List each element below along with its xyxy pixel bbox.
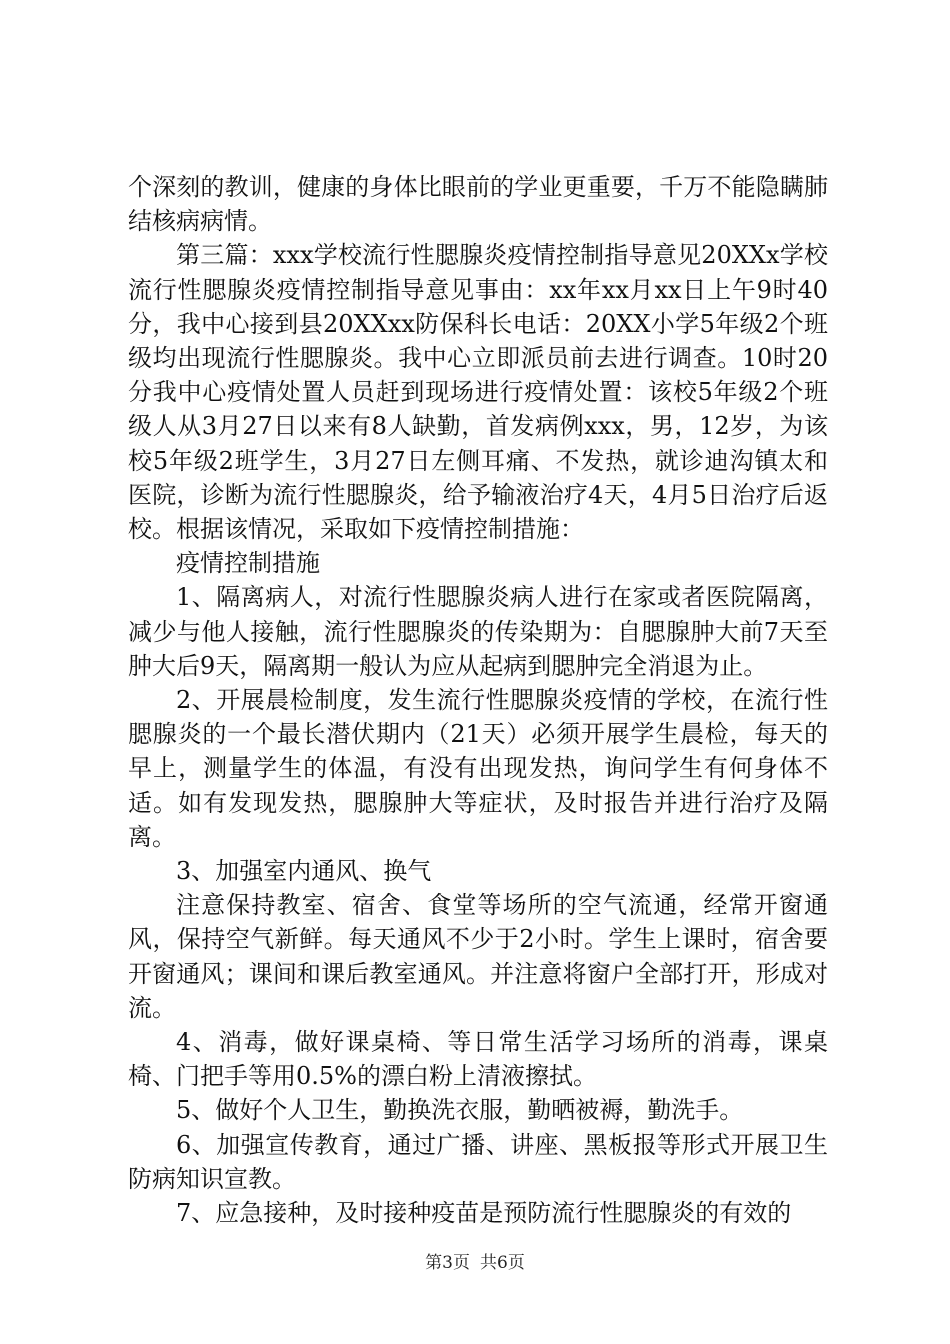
page-footer bbox=[0, 1248, 950, 1273]
document-body bbox=[128, 170, 828, 1230]
paragraph-measure-7: 7、应急接种，及时接种疫苗是预防流行性腮腺炎的有效的 bbox=[176, 1199, 792, 1228]
paragraph-measure-3-body: 注意保持教室、宿舍、食堂等场所的空气流通，经常开窗通风，保持空气新鲜。每天通风不少于2小时。学生上课时，宿舍要开窗通风；课间和课后教室通风。并注意将窗户全部打开，形成对流。 bbox=[128, 891, 828, 1022]
paragraph-section-three-intro: 第三篇：xxx学校流行性腮腺炎疫情控制指导意见20XXx学校流行性腮腺炎疫情控制指导意见事由：xx年xx月xx日上午9时40分，我中心接到县20XXxx防保科长电话：20XX小学5年级2个班级均出现流行性腮腺炎。我中心立即派员前去进行调查。10时20分我中心疫情处置人员赶到现场进行疫情处置：该校5年级2个班级人从3月27日以来有8人缺勤，首发病例xxx，男，12岁，为该校5年级2班学生，3月27日左侧耳痛、不发热，就诊迪沟镇太和医院，诊断为流行性腮腺炎，给予输液治疗4天，4月5日治疗后返校。根据该情况，采取如下疫情控制措施： bbox=[128, 241, 828, 544]
paragraph-continuation: 个深刻的教训，健康的身体比眼前的学业更重要，千万不能隐瞒肺结核病病情。 bbox=[128, 173, 828, 236]
page-total: 共6页 bbox=[480, 1253, 525, 1273]
paragraph-measure-1: 1、隔离病人，对流行性腮腺炎病人进行在家或者医院隔离，减少与他人接触，流行性腮腺炎的传染期为：自腮腺肿大前7天至肿大后9天，隔离期一般认为应从起病到腮肿完全消退为止。 bbox=[128, 583, 828, 680]
paragraph-measure-6: 6、加强宣传教育，通过广播、讲座、黑板报等形式开展卫生防病知识宣教。 bbox=[128, 1130, 828, 1193]
page-number: 第3页 bbox=[425, 1253, 470, 1273]
paragraph-measure-3-heading: 3、加强室内通风、换气 bbox=[176, 857, 432, 886]
paragraph-measure-2: 2、开展晨检制度，发生流行性腮腺炎疫情的学校，在流行性腮腺炎的一个最长潜伏期内（21天）必须开展学生晨检，每天的早上，测量学生的体温，有没有出现发热，询问学生有何身体不适。如有发现发热，腮腺肿大等症状，及时报告并进行治疗及隔离。 bbox=[128, 686, 828, 851]
paragraph-measure-4: 4、消毒，做好课桌椅、等日常生活学习场所的消毒，课桌椅、门把手等用0.5%的漂白粉上清液擦拭。 bbox=[128, 1028, 828, 1091]
paragraph-measure-5: 5、做好个人卫生，勤换洗衣服，勤晒被褥，勤洗手。 bbox=[176, 1096, 744, 1125]
paragraph-measures-heading: 疫情控制措施 bbox=[176, 549, 320, 578]
